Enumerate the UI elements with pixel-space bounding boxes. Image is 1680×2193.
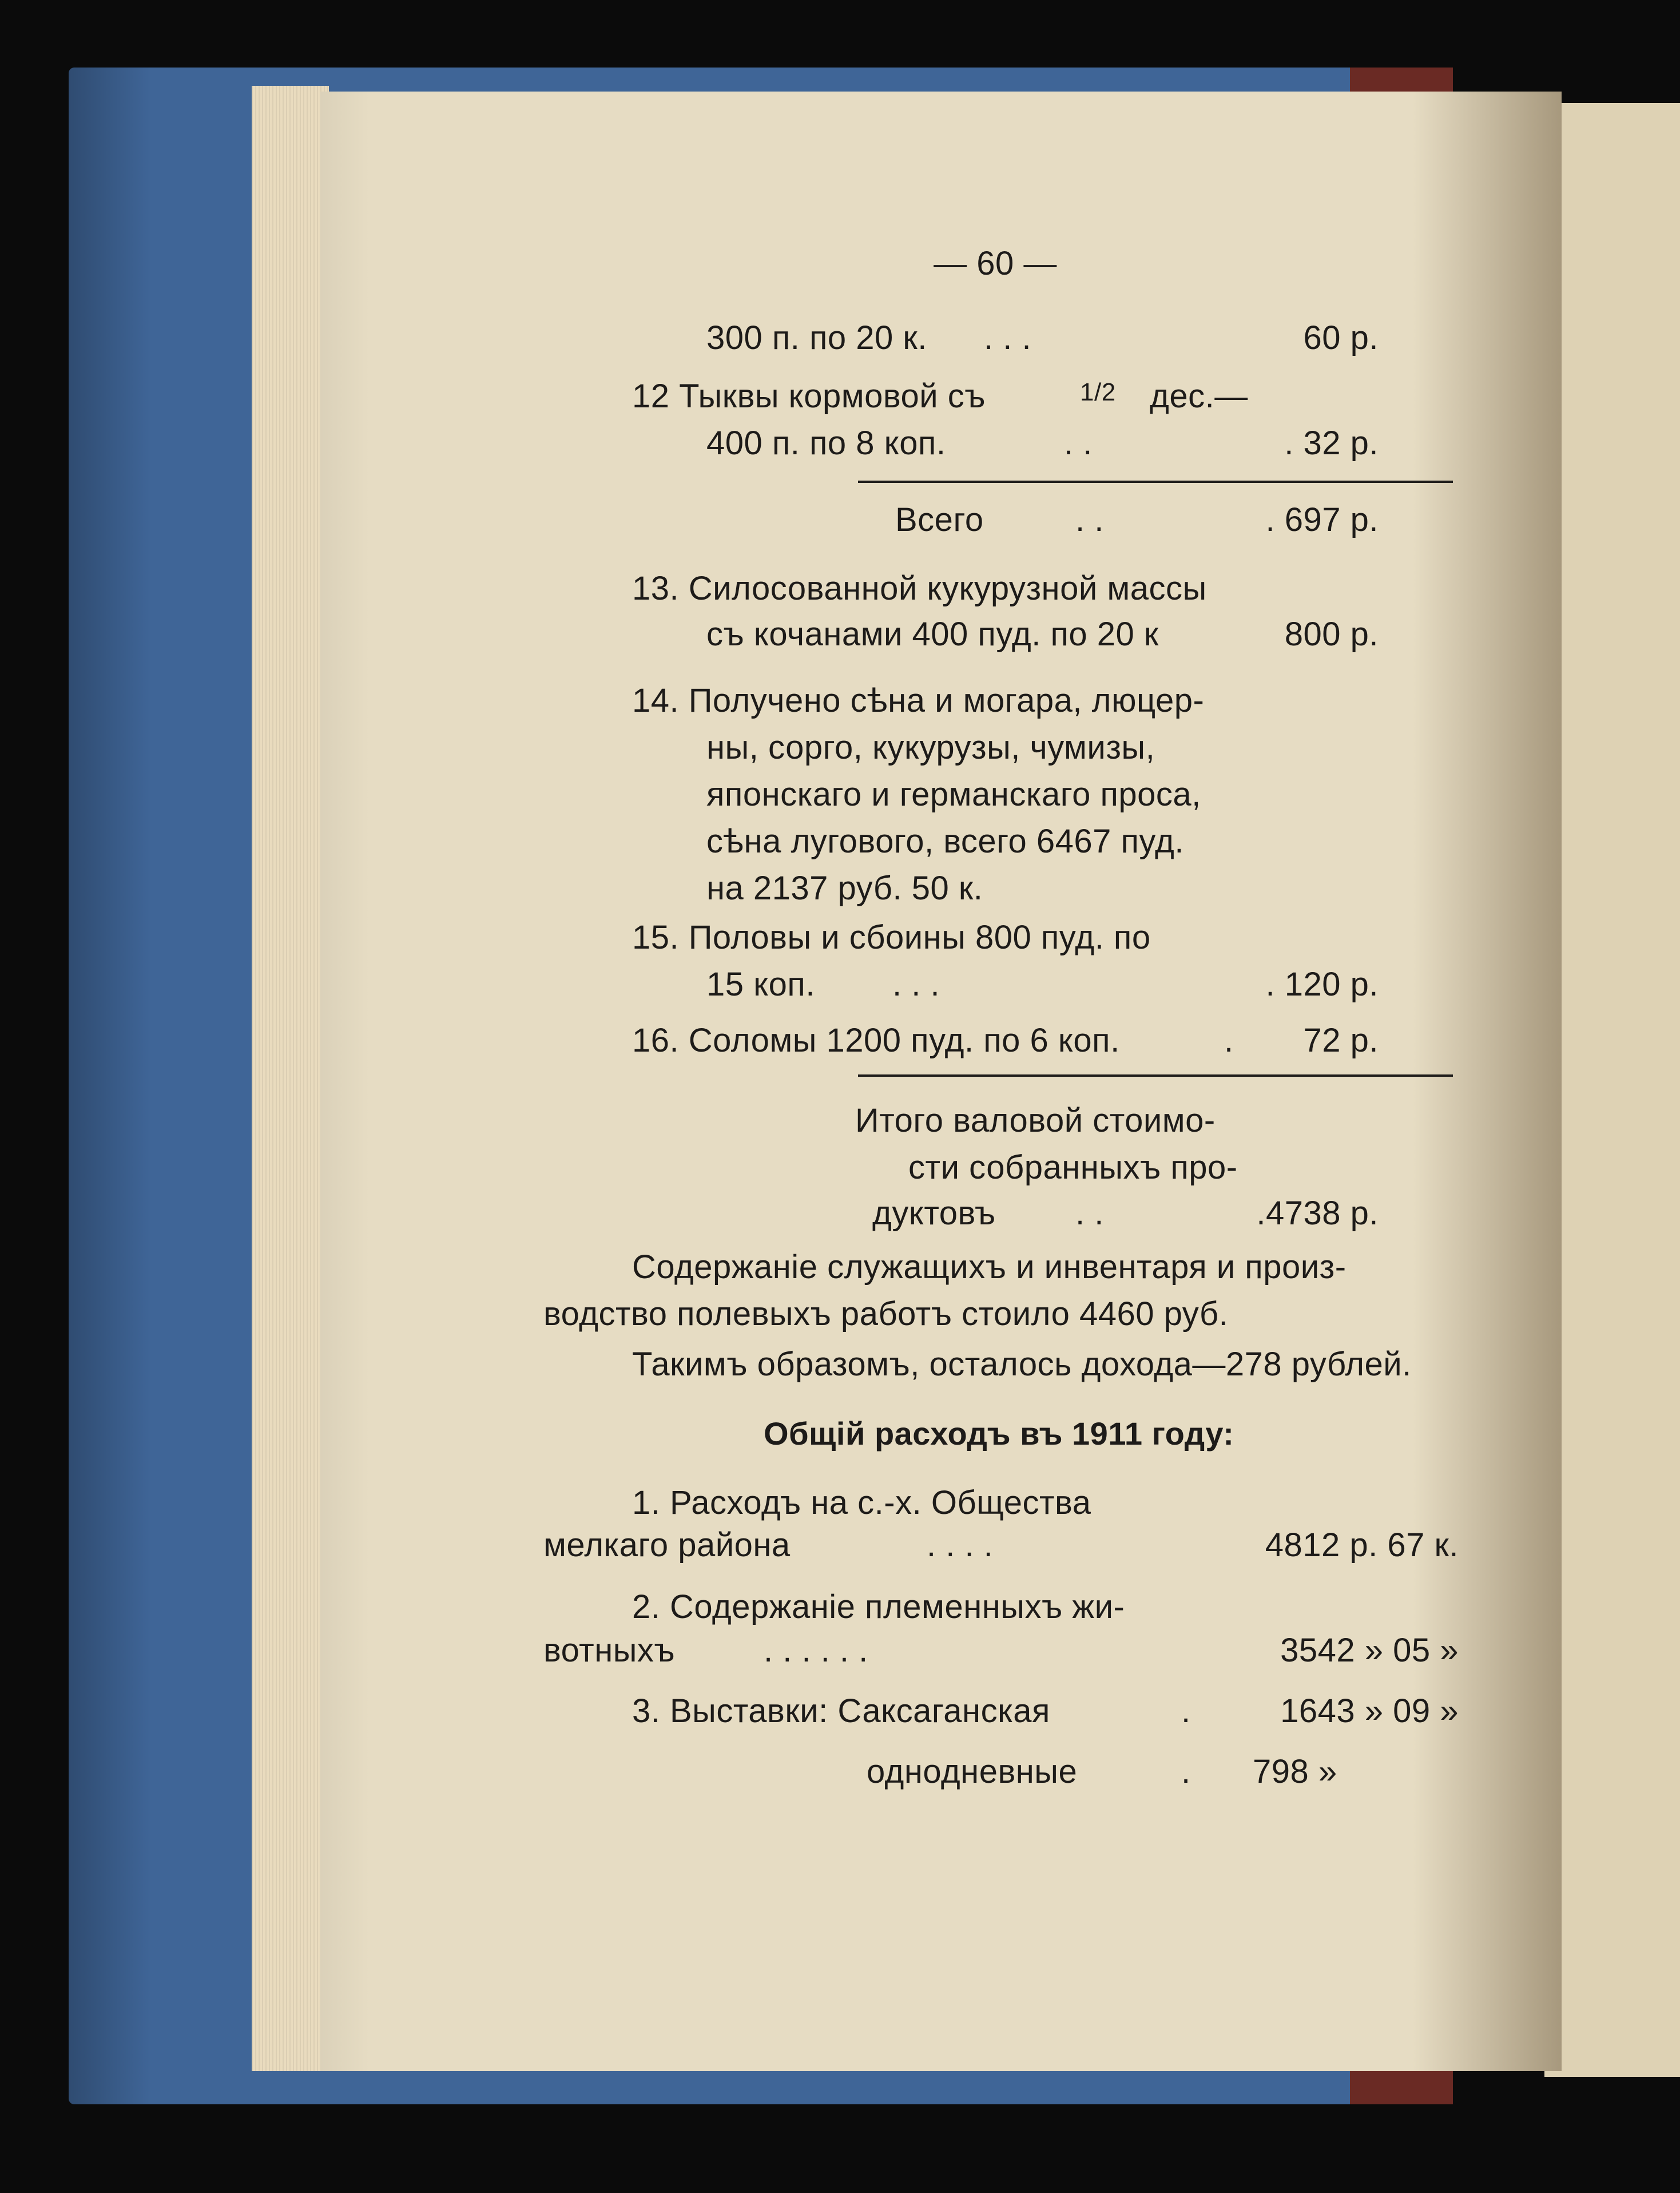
row-dots: . . [1064, 425, 1093, 462]
expense-amount: 4812 р. 67 к. [1265, 1526, 1459, 1564]
row-text: Всего [895, 501, 984, 538]
expense-amount: 1643 » 09 » [1280, 1692, 1459, 1730]
expense-amount: 798 » [1253, 1753, 1337, 1790]
row-dots: . . . . [927, 1526, 994, 1564]
row-text: ны, сорго, кукурузы, чумизы, [706, 729, 1155, 766]
total-label: Итого валовой стоимо- [855, 1102, 1216, 1139]
expense-text: однодневные [867, 1753, 1078, 1790]
expense-amount: 3542 » 05 » [1280, 1632, 1459, 1669]
row-text: 300 п. по 20 к. [706, 319, 927, 356]
row-text: 15 коп. [706, 966, 815, 1003]
row-amount: 800 р. [1284, 616, 1379, 653]
row-dots: . [1181, 1692, 1191, 1730]
row-text: 400 п. по 8 коп. [706, 425, 946, 462]
row-dots: . [1181, 1753, 1191, 1790]
divider-rule [858, 1074, 1453, 1077]
total-label: сти собранныхъ про- [908, 1149, 1238, 1186]
row-dots: . . [1075, 501, 1104, 538]
page-number: — 60 — [934, 245, 1057, 282]
row-dots: . . . . . . [764, 1632, 868, 1669]
row-text: на 2137 руб. 50 к. [706, 870, 983, 907]
row-amount: 72 р. [1303, 1022, 1379, 1059]
row-text: 16. Соломы 1200 пуд. по 6 коп. [632, 1022, 1120, 1059]
expense-text: мелкаго района [543, 1526, 791, 1564]
paragraph-line: Такимъ образомъ, осталось дохода—278 рублей. [632, 1346, 1412, 1383]
row-dots: . . . [892, 966, 940, 1003]
row-text: японскаго и германскаго проса, [706, 776, 1201, 813]
row-text: сѣна лугового, всего 6467 пуд. [706, 823, 1184, 860]
row-dots: . . [1075, 1195, 1104, 1232]
total-label: дуктовъ [872, 1195, 996, 1232]
expense-text: вотныхъ [543, 1632, 676, 1669]
expense-text: 3. Выставки: Саксаганская [632, 1692, 1050, 1730]
fraction: 1/2 [1080, 378, 1116, 406]
row-amount: . 120 р. [1265, 966, 1379, 1003]
divider-rule [858, 481, 1453, 483]
row-text: 12 Тыквы кормовой съ [632, 378, 986, 415]
row-amount: . 32 р. [1284, 425, 1379, 462]
page-edges [252, 86, 329, 2071]
row-dots: . [1224, 1022, 1234, 1059]
row-text: съ кочанами 400 пуд. по 20 к [706, 616, 1159, 653]
expense-text: 1. Расходъ на с.-х. Общества [632, 1484, 1091, 1521]
total-amount: .4738 р. [1256, 1195, 1379, 1232]
row-text: дес.— [1150, 378, 1248, 415]
row-amount: . 697 р. [1265, 501, 1379, 538]
row-amount: 60 р. [1303, 319, 1379, 356]
row-text: 15. Половы и сбоины 800 пуд. по [632, 919, 1151, 956]
expense-text: 2. Содержаніе племенныхъ жи- [632, 1588, 1125, 1625]
next-page [1544, 103, 1680, 2077]
row-text: 14. Получено сѣна и могара, люцер- [632, 682, 1205, 719]
paragraph-line: водство полевыхъ работъ стоило 4460 руб. [543, 1295, 1229, 1333]
paragraph-line: Содержаніе служащихъ и инвентаря и произ- [632, 1248, 1347, 1286]
section-title: Общій расходъ въ 1911 году: [764, 1415, 1234, 1452]
row-text: 13. Силосованной кукурузной массы [632, 570, 1207, 607]
row-dots: . . . [984, 319, 1032, 356]
